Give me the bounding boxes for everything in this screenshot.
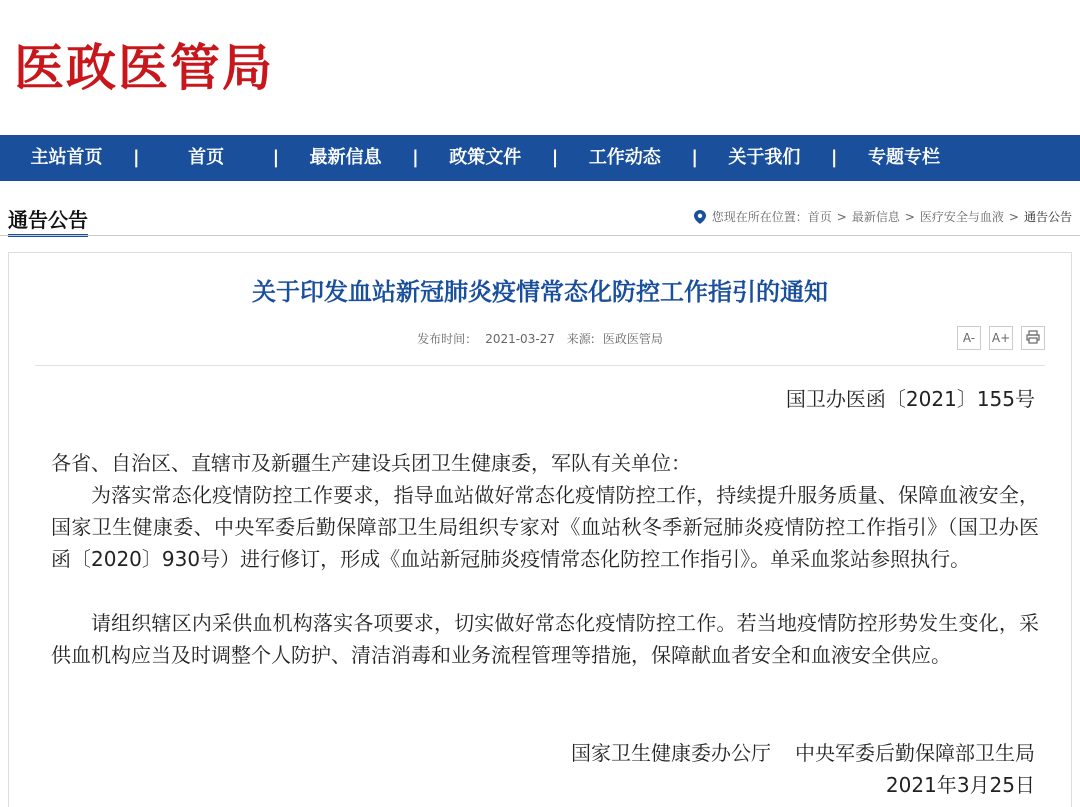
signatory: 国家卫生健康委办公厅 <box>571 741 771 765</box>
breadcrumb-separator: > <box>1008 209 1019 224</box>
breadcrumb-separator: > <box>836 209 847 224</box>
printer-icon <box>1026 330 1040 347</box>
publish-date: 2021-03-27 <box>485 332 555 346</box>
nav-item-main-home[interactable]: 主站首页 <box>30 147 103 168</box>
article-paragraph: 为落实常态化疫情防控工作要求，指导血站做好常态化疫情防控工作，持续提升服务质量、保障血液安全，国家卫生健康委、中央军委后勤保障部卫生局组织专家对《血站秋冬季新冠肺炎疫情防控工作指引》（国卫办医函〔2020〕930号）进行修订，形成《血站新冠肺炎疫情常态化防控工作指引》。单采血浆站参照执行。 <box>51 483 1039 571</box>
breadcrumb-home[interactable]: 首页 <box>807 210 832 224</box>
font-decrease-button[interactable] <box>957 326 981 350</box>
nav-item-work-news[interactable]: 工作动态 <box>588 147 661 168</box>
map-pin-icon <box>694 210 706 224</box>
nav-separator: | <box>830 147 838 168</box>
article-meta <box>9 330 1071 347</box>
breadcrumb-current[interactable]: 通告公告 <box>1023 210 1072 224</box>
breadcrumb-medical-safety[interactable]: 医疗安全与血液 <box>919 210 1004 224</box>
site-header <box>0 0 1080 135</box>
nav-item-home[interactable]: 首页 <box>188 147 225 168</box>
font-increase-button[interactable] <box>989 326 1013 350</box>
breadcrumb <box>694 208 1072 225</box>
article-tools <box>949 326 1045 350</box>
breadcrumb-prefix: 您现在所在位置： <box>711 210 808 224</box>
signatory: 中央军委后勤保障部卫生局 <box>795 741 1035 765</box>
font-increase-icon: A+ <box>991 331 1011 345</box>
nav-item-policy-docs[interactable]: 政策文件 <box>449 147 522 168</box>
breadcrumb-separator: > <box>904 209 915 224</box>
meta-divider <box>35 365 1045 366</box>
source-label: 来源: <box>566 332 595 346</box>
section-divider <box>0 235 1080 236</box>
nav-item-latest-info[interactable]: 最新信息 <box>309 147 382 168</box>
location-bar <box>0 181 1080 236</box>
nav-separator: | <box>691 147 698 168</box>
article-title: 关于印发血站新冠肺炎疫情常态化防控工作指引的通知 <box>252 278 828 306</box>
site-logo[interactable]: 医政医管局 <box>14 39 274 97</box>
publish-label: 发布时间： <box>417 332 478 346</box>
section-title: 通告公告 <box>8 207 88 237</box>
main-nav <box>0 135 1080 181</box>
source-value: 医政医管局 <box>602 332 663 346</box>
sign-date: 2021年3月25日 <box>885 773 1035 797</box>
salutation: 各省、自治区、直辖市及新疆生产建设兵团卫生健康委，军队有关单位： <box>51 451 691 475</box>
nav-separator: | <box>412 147 419 168</box>
font-decrease-icon: A- <box>962 331 976 345</box>
nav-item-special-topics[interactable]: 专题专栏 <box>867 147 940 168</box>
print-button[interactable] <box>1021 326 1045 350</box>
nav-separator: | <box>272 147 280 168</box>
nav-separator: | <box>551 147 559 168</box>
document-number: 国卫办医函〔2021〕155号 <box>785 387 1035 411</box>
article-container <box>8 252 1072 807</box>
nav-separator: | <box>133 147 140 168</box>
breadcrumb-latest-info[interactable]: 最新信息 <box>851 210 900 224</box>
nav-item-about-us[interactable]: 关于我们 <box>728 147 801 168</box>
signatories <box>571 737 1035 769</box>
article-paragraph: 请组织辖区内采供血机构落实各项要求，切实做好常态化疫情防控工作。若当地疫情防控形势发生变化，采供血机构应当及时调整个人防护、清洁消毒和业务流程管理等措施，保障献血者安全和血液安全供应。 <box>51 611 1039 667</box>
